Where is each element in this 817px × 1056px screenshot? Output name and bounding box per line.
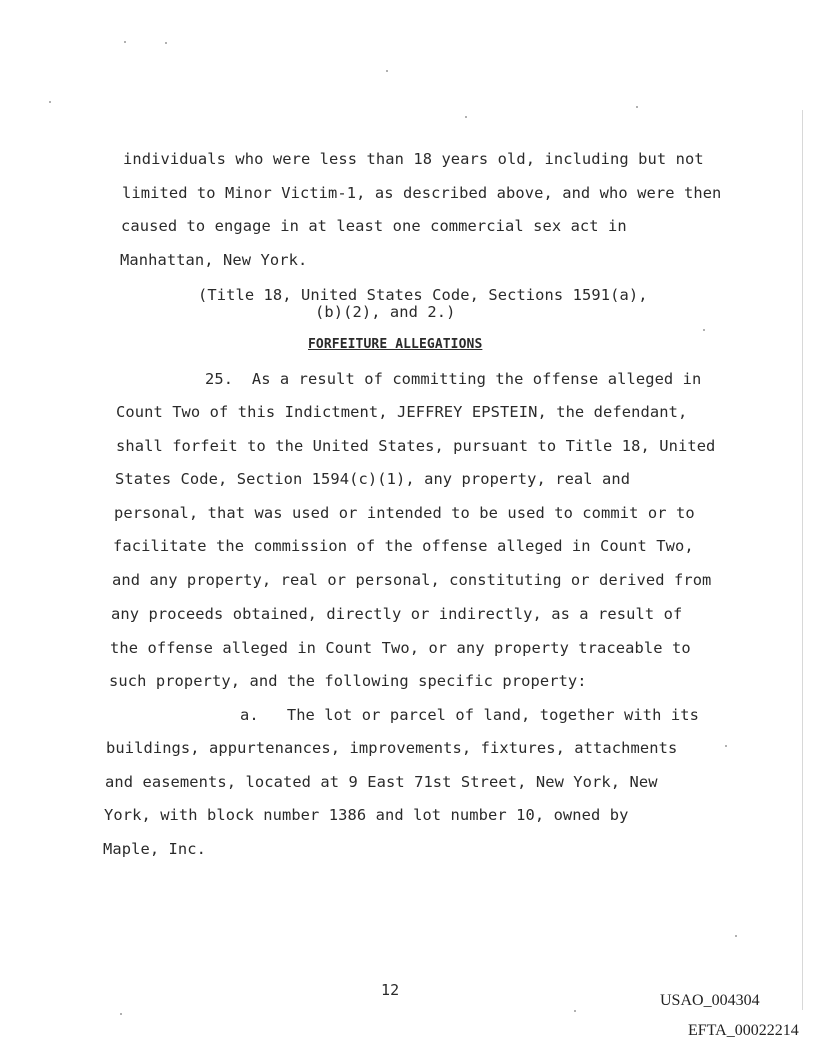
forfeiture-line: the offense alleged in Count Two, or any property traceable to — [110, 639, 691, 657]
page-number: 12 — [381, 981, 400, 999]
scan-speck — [574, 1010, 576, 1012]
property-line: buildings, appurtenances, improvements, fixtures, attachments — [106, 739, 678, 757]
paragraph-line: limited to Minor Victim-1, as described above, and who were then — [122, 184, 722, 202]
bates-stamp-usao: USAO_004304 — [660, 992, 760, 1009]
scan-speck — [735, 935, 737, 937]
property-line: Maple, Inc. — [103, 840, 207, 858]
scan-speck — [703, 329, 705, 331]
scan-edge-line — [802, 110, 803, 1010]
forfeiture-line: Count Two of this Indictment, JEFFREY EPSTEIN, the defendant, — [116, 403, 688, 421]
scan-speck — [165, 42, 167, 44]
section-heading: FORFEITURE ALLEGATIONS — [308, 337, 483, 352]
citation-line: (Title 18, United States Code, Sections 1591(a), — [198, 286, 648, 304]
scan-speck — [725, 745, 727, 747]
property-line: a. The lot or parcel of land, together with its — [240, 706, 699, 724]
scan-speck — [124, 41, 126, 43]
citation-line: (b)(2), and 2.) — [315, 303, 456, 321]
forfeiture-line: shall forfeit to the United States, pursuant to Title 18, United — [116, 437, 716, 455]
scan-speck — [120, 1013, 122, 1015]
forfeiture-line: and any property, real or personal, constituting or derived from — [112, 571, 712, 589]
scan-speck — [49, 101, 51, 103]
bates-stamp-efta: EFTA_00022214 — [688, 1022, 799, 1039]
forfeiture-line: 25. As a result of committing the offense alleged in — [205, 370, 702, 388]
scan-speck — [465, 116, 467, 118]
forfeiture-line: facilitate the commission of the offense alleged in Count Two, — [113, 537, 694, 555]
forfeiture-line: personal, that was used or intended to be used to commit or to — [114, 504, 695, 522]
forfeiture-line: any proceeds obtained, directly or indirectly, as a result of — [111, 605, 683, 623]
paragraph-line: individuals who were less than 18 years old, including but not — [123, 150, 704, 168]
paragraph-line: Manhattan, New York. — [120, 251, 308, 269]
forfeiture-line: States Code, Section 1594(c)(1), any property, real and — [115, 470, 631, 488]
scan-speck — [636, 106, 638, 108]
property-line: York, with block number 1386 and lot number 10, owned by — [104, 806, 629, 824]
forfeiture-line: such property, and the following specific property: — [109, 672, 587, 690]
property-line: and easements, located at 9 East 71st Street, New York, New — [105, 773, 658, 791]
scan-speck — [386, 70, 388, 72]
paragraph-line: caused to engage in at least one commercial sex act in — [121, 217, 627, 235]
